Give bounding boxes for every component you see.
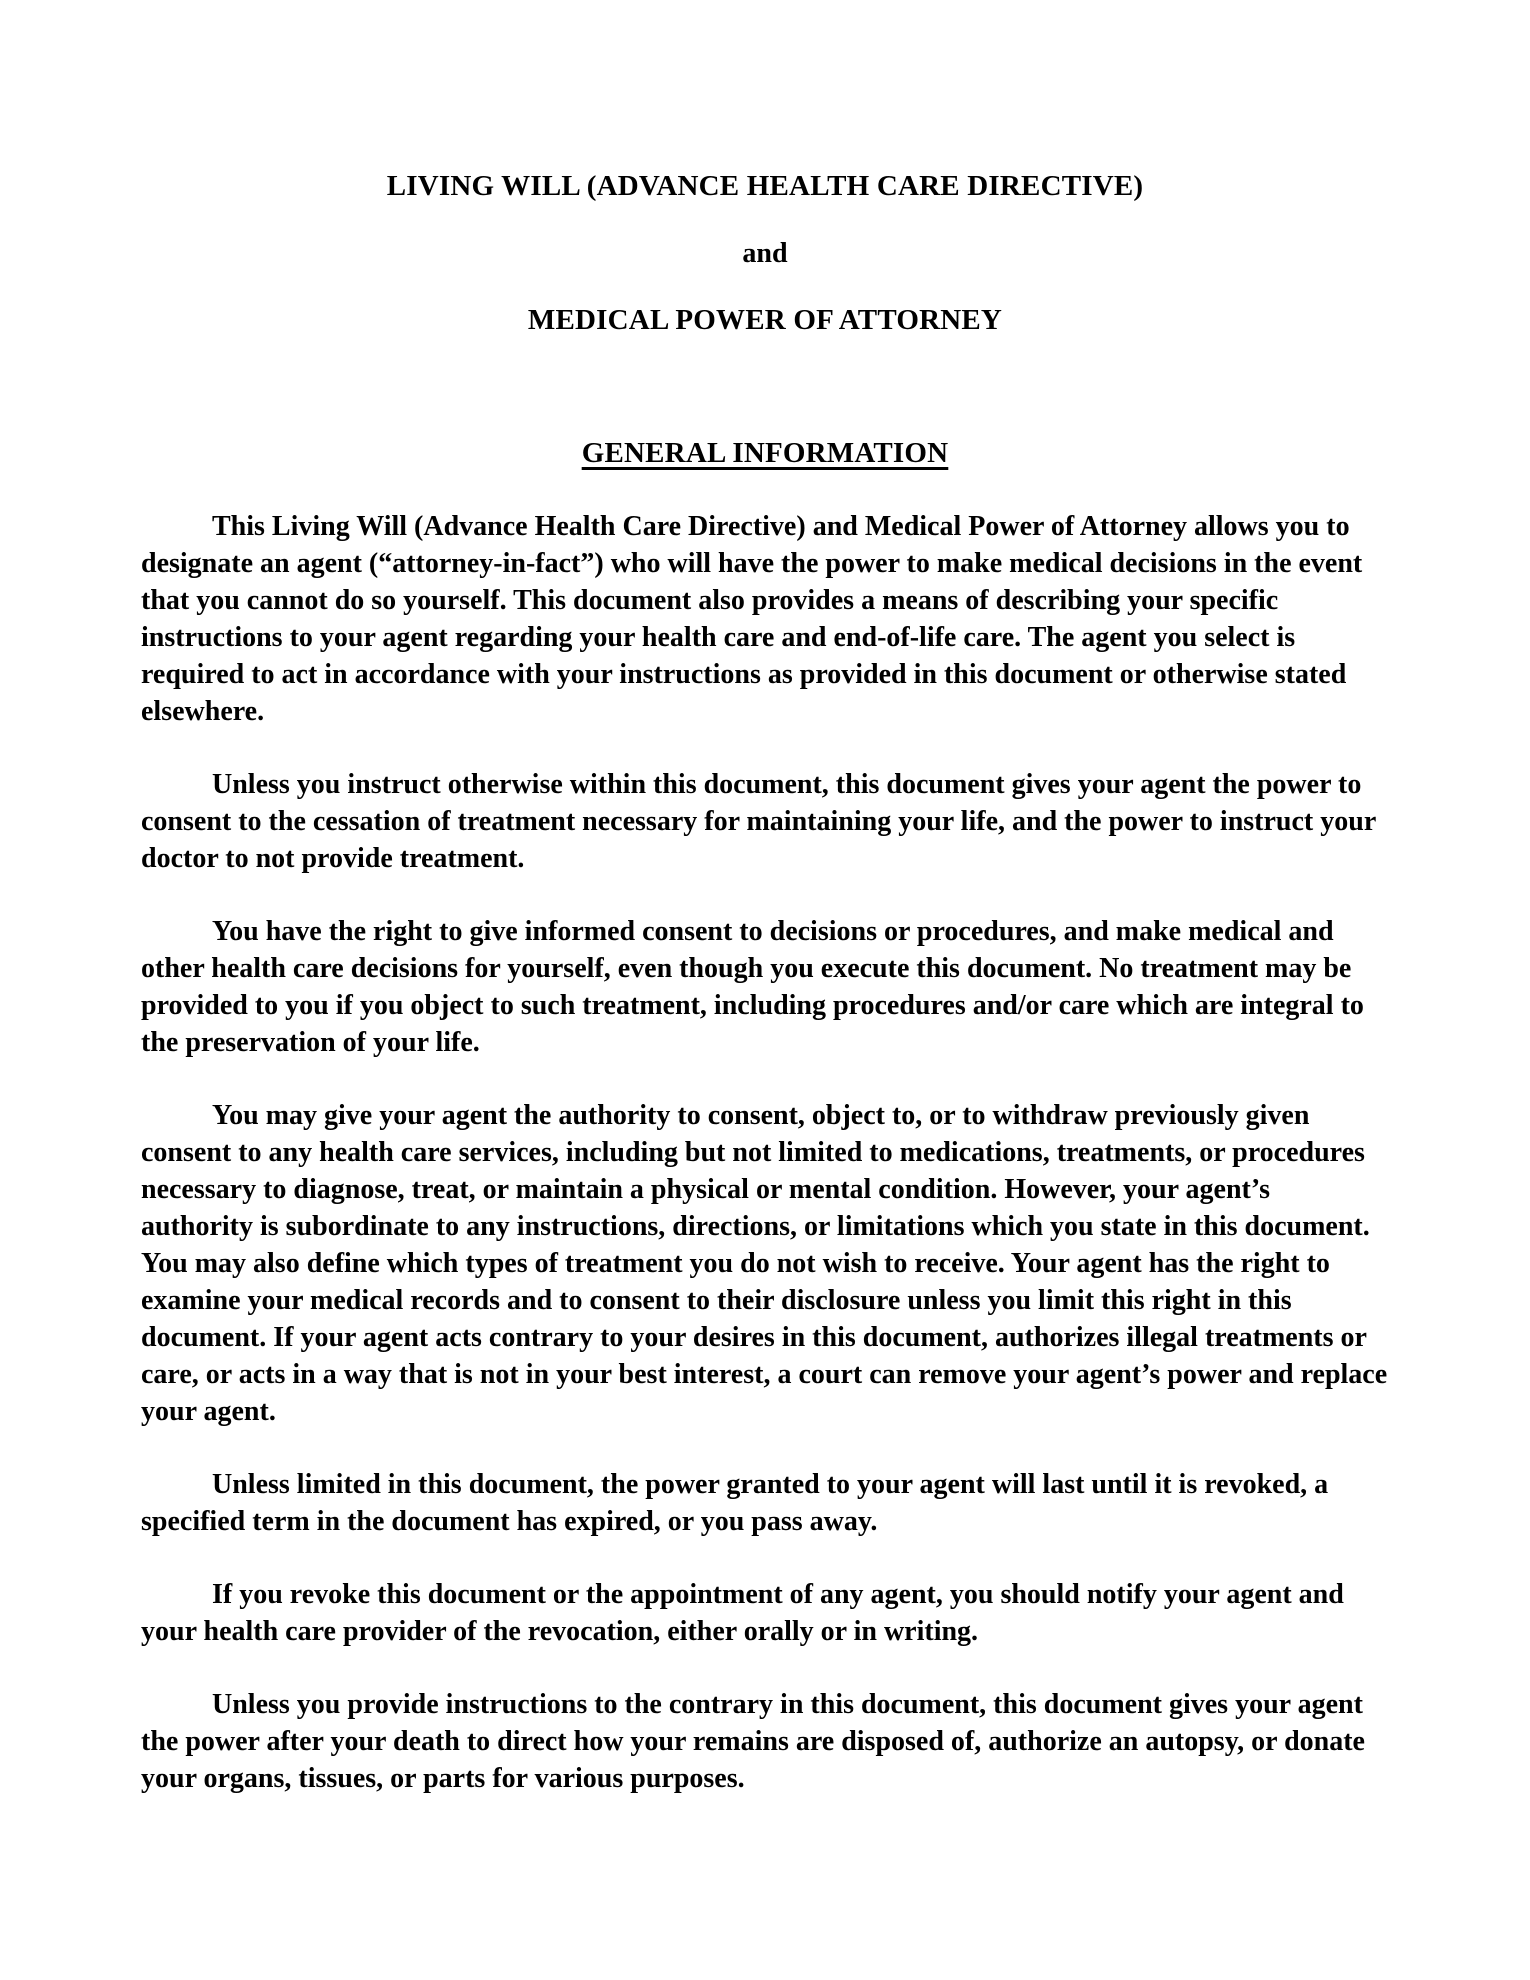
paragraph: You may give your agent the authority to consent, object to, or to withdraw previously given consent to any health care services, including but not limited to medications, treatments, or procedures necessary to diagnose, treat, or maintain a physical or mental condition. However, your agent’s authority is subordinate to any instructions, directions, or limitations which you state in this document. You may also define which types of treatment you do not wish to receive. Your agent has the right to examine your medical records and to consent to their disclosure unless you limit this right in this document. If your agent acts contrary to your desires in this document, authorizes illegal treatments or care, or acts in a way that is not in your best interest, a court can remove your agent’s power and replace your agent.	[141, 1100, 1388, 1427]
document-title-line1: LIVING WILL (ADVANCE HEALTH CARE DIRECTIVE)	[386, 170, 1144, 202]
paragraph: Unless you provide instructions to the contrary in this document, this document gives your agent the power after your death to direct how your remains are disposed of, authorize an autopsy, or donate your organs, tissues, or parts for various purposes.	[141, 1689, 1365, 1794]
document-title-conjunction: and	[742, 238, 788, 269]
paragraph: Unless limited in this document, the power granted to your agent will last until it is revoked, a specified term in the document has expired, or you pass away.	[141, 1469, 1329, 1537]
document-body	[141, 508, 1389, 1797]
paragraph: You have the right to give informed consent to decisions or procedures, and make medical and other health care decisions for yourself, even though you execute this document. No treatment may be provided to you if you object to such treatment, including procedures and/or care which are integral to the preservation of your life.	[141, 916, 1364, 1058]
paragraph: If you revoke this document or the appointment of any agent, you should notify your agent and your health care provider of the revocation, either orally or in writing.	[141, 1579, 1344, 1647]
document-title-line2: MEDICAL POWER OF ATTORNEY	[527, 304, 1003, 336]
section-heading-general-information: GENERAL INFORMATION	[581, 437, 949, 469]
paragraph: This Living Will (Advance Health Care Directive) and Medical Power of Attorney allows you to designate an agent (“attorney-in-fact”) who will have the power to make medical decisions in the event that you cannot do so yourself. This document also provides a means of describing your specific instructions to your agent regarding your health care and end-of-life care. The agent you select is required to act in accordance with your instructions as provided in this document or otherwise stated elsewhere.	[141, 511, 1363, 727]
paragraph: Unless you instruct otherwise within this document, this document gives your agent the power to consent to the cessation of treatment necessary for maintaining your life, and the power to instruct your doctor to not provide treatment.	[141, 769, 1376, 874]
